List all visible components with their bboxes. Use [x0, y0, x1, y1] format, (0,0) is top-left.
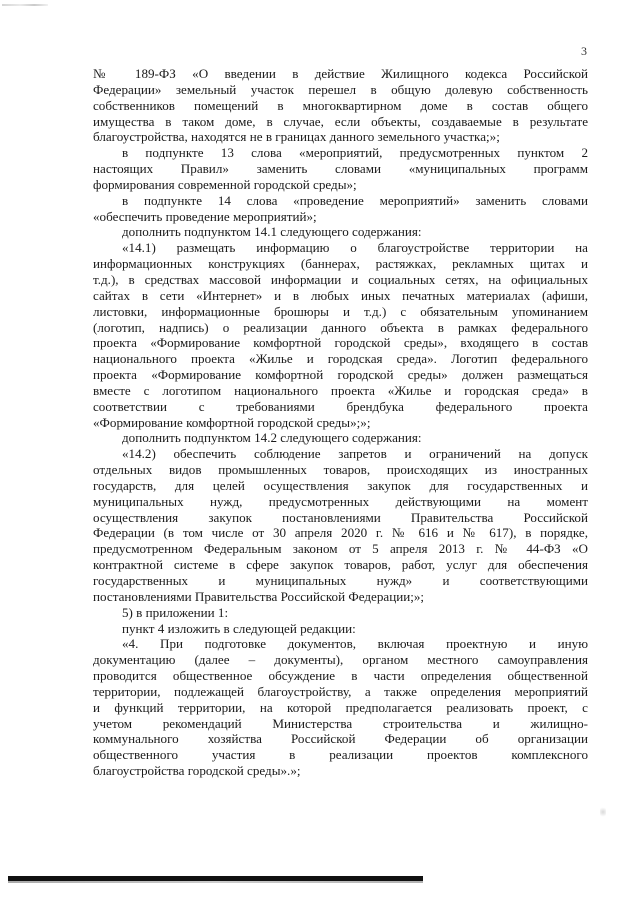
- text-line: благоустройства городской среды».»;: [93, 763, 301, 779]
- text-line: благоустройства, находятся не в границах данного земельного участка;»;: [93, 129, 500, 145]
- text-line: проводится общественное обсуждение в части определения общественной: [93, 668, 588, 684]
- text-line: «14.2) обеспечить соблюдение запретов и ограничений на допуск: [122, 446, 588, 462]
- scan-smudge: [600, 806, 606, 818]
- text-line: общественного участия в реализации проектов комплексного: [93, 747, 588, 763]
- text-line: проекта «Формирование комфортной городской среды» должен размещаться: [93, 367, 588, 383]
- text-line: (логотип, надпись) о реализации данного объекта в рамках федерального: [93, 319, 588, 335]
- text-line: «обеспечить проведение мероприятий»;: [93, 208, 317, 224]
- text-line: дополнить подпунктом 14.2 следующего содержания:: [122, 430, 422, 446]
- text-line: территории, подлежащей благоустройству, а также определения мероприятий: [93, 683, 588, 699]
- scan-artifact: [2, 4, 48, 6]
- text-line: дополнить подпунктом 14.1 следующего содержания:: [122, 224, 422, 240]
- scan-bottom-bar: [8, 876, 423, 881]
- text-line: отдельных видов промышленных товаров, происходящих из иностранных: [93, 462, 588, 478]
- text-line: государств, для целей осуществления закупок для государственных и: [93, 477, 588, 493]
- text-line: имущества в таком доме, в случае, если объекты, создаваемые в результате: [93, 113, 588, 129]
- text-line: муниципальных нужд, предусмотренных действующими на момент: [93, 493, 588, 509]
- text-line: в подпункте 14 слова «проведение мероприятий» заменить словами: [122, 192, 588, 208]
- text-line: предусмотренном Федеральным законом от 5 апреля 2013 г. № 44-ФЗ «О: [93, 541, 588, 557]
- text-line: вместе с логотипом национального проекта «Жилье и городская среда» в: [93, 382, 588, 398]
- text-line: проекта «Формирование комфортной городской среды», входящего в состав: [93, 335, 588, 351]
- text-line: в подпункте 13 слова «мероприятий, предусмотренных пунктом 2: [122, 145, 588, 161]
- text-line: сайтах в сети «Интернет» и в любых иных печатных материалах (афиши,: [93, 287, 588, 303]
- text-line: национального проекта «Жилье и городская среда». Логотип федерального: [93, 351, 588, 367]
- text-line: контрактной системе в сфере закупок товаров, работ, услуг для обеспечения: [93, 557, 588, 573]
- text-line: соответствии с требованиями брендбука федерального проекта: [93, 398, 588, 414]
- text-line: Федерации» земельный участок перешел в общую долевую собственность: [93, 81, 588, 97]
- text-line: листовки, информационные брошюры и т.д.) с обязательным упоминанием: [93, 303, 588, 319]
- text-line: постановлениями Правительства Российской Федерации;»;: [93, 588, 425, 604]
- text-line: № 189-ФЗ «О введении в действие Жилищного кодекса Российской: [93, 66, 588, 81]
- document-body: [93, 66, 588, 779]
- text-line: информационных конструкциях (баннерах, растяжках, рекламных щитах и: [93, 256, 588, 272]
- text-line: учетом рекомендаций Министерства строительства и жилищно-: [93, 715, 588, 731]
- text-line: настоящих Правил» заменить словами «муниципальных программ: [93, 161, 588, 177]
- text-line: 5) в приложении 1:: [122, 604, 229, 620]
- text-line: документацию (далее – документы), органом местного самоуправления: [93, 652, 588, 668]
- text-line: и функций территории, на которой предполагается реализовать проект, с: [93, 699, 588, 715]
- text-line: пункт 4 изложить в следующей редакции:: [122, 620, 356, 636]
- text-line: «4. При подготовке документов, включая проектную и иную: [122, 636, 588, 652]
- text-line: «Формирование комфортной городской среды»;»;: [93, 414, 371, 430]
- text-line: собственников помещений в многоквартирном доме в состав общего: [93, 97, 588, 113]
- text-line: т.д.), в средствах массовой информации и социальных сетях, на официальных: [93, 271, 588, 287]
- text-line: коммунального хозяйства Российской Федерации об организации: [93, 731, 588, 747]
- text-line: государственных и муниципальных нужд» и соответствующими: [93, 573, 588, 588]
- text-line: «14.1) размещать информацию о благоустройстве территории на: [122, 240, 588, 256]
- page-number: 3: [581, 44, 587, 58]
- text-line: формирования современной городской среды»;: [93, 176, 357, 192]
- text-line: осуществления закупок постановлениями Правительства Российской: [93, 509, 588, 525]
- text-line: Федерации (в том числе от 30 апреля 2020 г. № 616 и № 617), в порядке,: [93, 525, 588, 541]
